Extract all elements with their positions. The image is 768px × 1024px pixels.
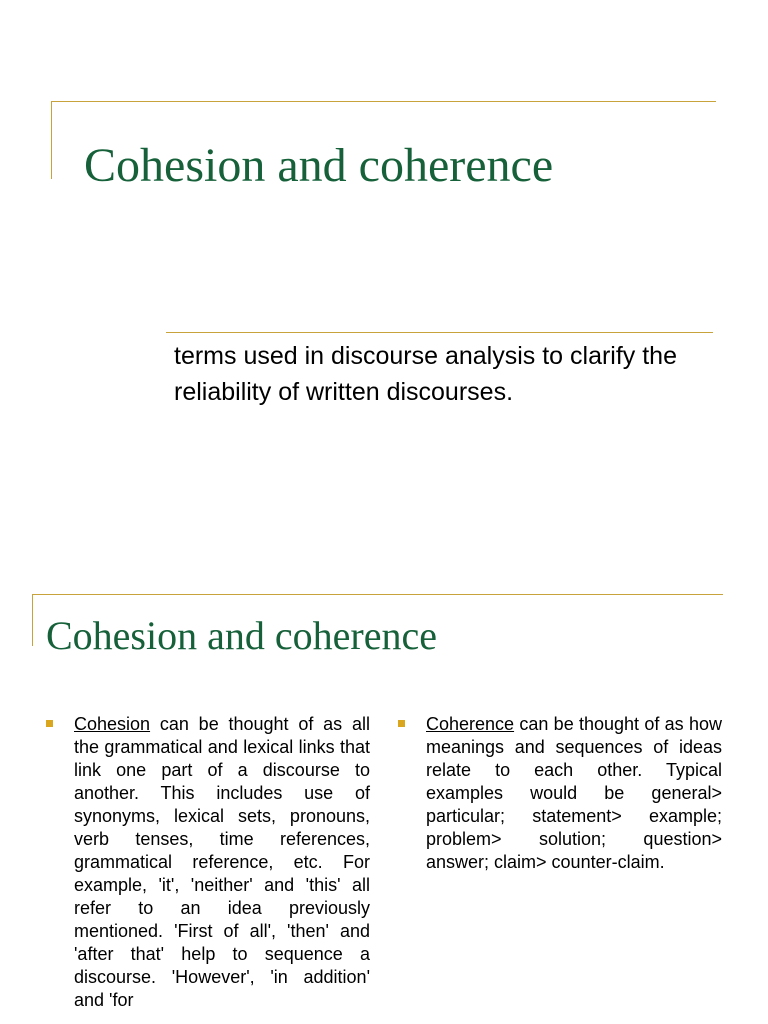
slide-1-top-rule: [51, 101, 716, 102]
coherence-paragraph: [426, 713, 722, 874]
coherence-text: can be thought of as how meanings and sequences of ideas relate to each other. Typical examples would be general> particular; statement> example; problem> solution; question> answer; claim> counter-claim.: [426, 714, 722, 872]
slide-2-title: Cohesion and coherence: [46, 613, 437, 658]
slide-2: [0, 560, 768, 1024]
slide-2-top-rule: [32, 594, 723, 595]
cohesion-paragraph: [74, 713, 370, 1012]
subtitle-rule: [166, 332, 713, 333]
slide-1-subtitle: terms used in discourse analysis to clarify the reliability of written discourses.: [174, 342, 677, 406]
bullet-square-icon: [46, 720, 53, 727]
cohesion-text: can be thought of as all the grammatical and lexical links that link one part of a discourse to another. This includes use of synonyms, lexical sets, pronouns, verb tenses, time references, grammatical reference, etc. For example, 'it', 'neither' and 'this' all refer to an idea previously mentioned. 'First of all', 'then' and 'after that' help to sequence a discourse. 'However', 'in addition' and 'for: [74, 714, 370, 1010]
coherence-bullet: [398, 713, 722, 874]
coherence-term: Coherence: [426, 714, 515, 734]
cohesion-bullet: [46, 713, 370, 1012]
slide-1-side-rule: [51, 101, 52, 179]
slide-1-title: Cohesion and coherence: [84, 139, 554, 192]
bullet-square-icon: [398, 720, 405, 727]
cohesion-term: Cohesion: [74, 714, 151, 734]
slide-2-side-rule: [32, 594, 33, 646]
